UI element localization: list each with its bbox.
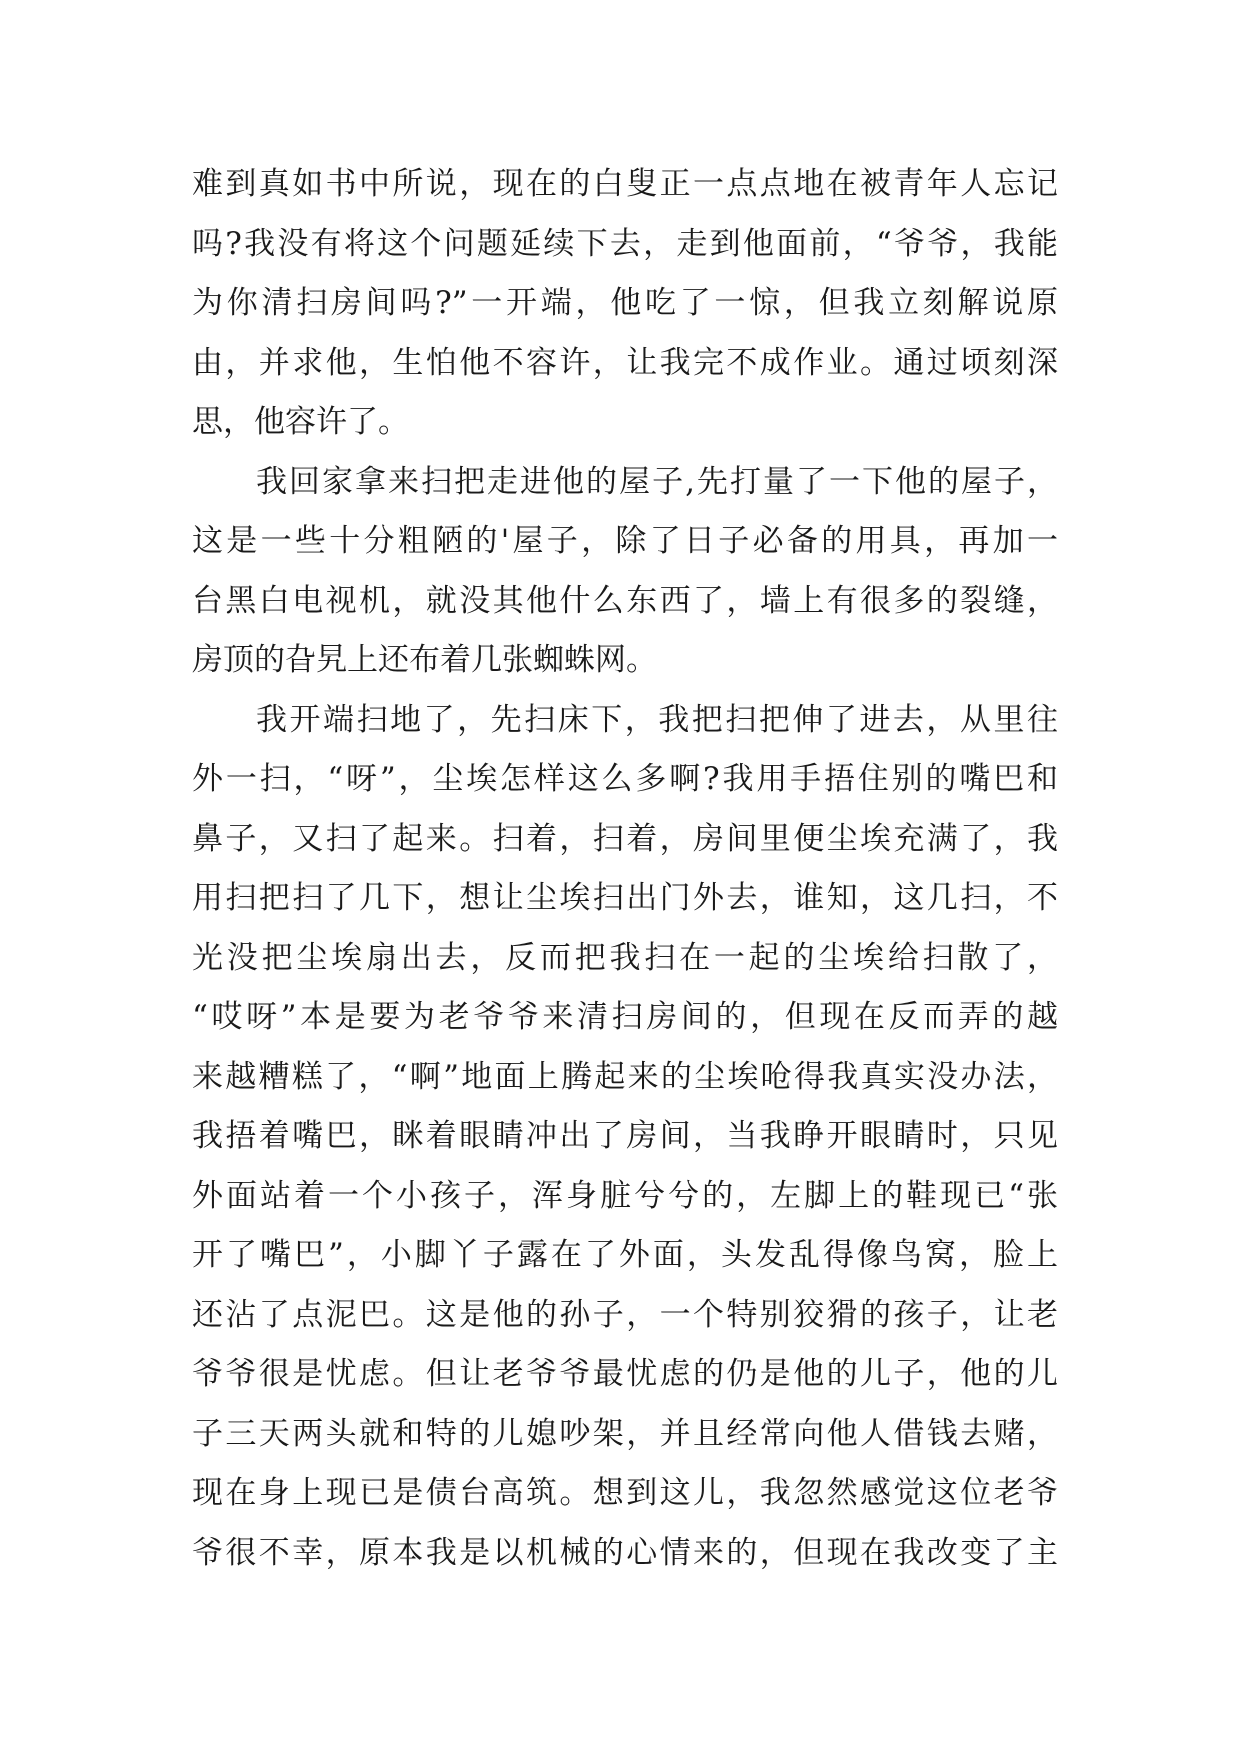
paragraph-3 — [192, 691, 1058, 1584]
paragraph-2 — [192, 453, 1058, 691]
text-line: 现在身上现已是债台高筑。想到这儿，我忽然感觉这位老爷 — [192, 1475, 1058, 1511]
text-line: 用扫把扫了几下，想让尘埃扫出门外去，谁知，这几扫，不 — [192, 880, 1058, 916]
text-line: 为你清扫房间吗?”一开端，他吃了一惊，但我立刻解说原 — [192, 285, 1058, 321]
text-line: 外一扫，“呀”，尘埃怎样这么多啊?我用手捂住别的嘴巴和 — [192, 761, 1058, 797]
text-line: 吗?我没有将这个问题延续下去，走到他面前，“爷爷，我能 — [192, 225, 1058, 262]
text-line: 房顶的旮旯上还布着几张蜘蛛网。 — [192, 642, 657, 678]
text-line: 我开端扫地了，先扫床下，我把扫把伸了进去，从里往 — [256, 701, 1058, 738]
text-line: 来越糟糕了，“啊”地面上腾起来的尘埃呛得我真实没办法， — [192, 1058, 1058, 1095]
text-line: 爷爷很是忧虑。但让老爷爷最忧虑的仍是他的儿子，他的儿 — [192, 1356, 1058, 1392]
text-line: “哎呀”本是要为老爷爷来清扫房间的，但现在反而弄的越 — [192, 999, 1058, 1035]
text-line: 这是一些十分粗陋的'屋子，除了日子必备的用具，再加一 — [192, 523, 1058, 559]
text-line: 子三天两头就和特的儿媳吵架，并且经常向他人借钱去赌， — [192, 1415, 1058, 1452]
text-line: 难到真如书中所说，现在的白叟正一点点地在被青年人忘记 — [192, 166, 1058, 202]
text-line: 鼻子，又扫了起来。扫着，扫着，房间里便尘埃充满了，我 — [192, 820, 1058, 857]
text-line: 由，并求他，生怕他不容许，让我完不成作业。通过顷刻深 — [192, 344, 1058, 381]
text-line: 我捂着嘴巴，眯着眼睛冲出了房间，当我睁开眼睛时，只见 — [192, 1118, 1058, 1154]
text-line: 还沾了点泥巴。这是他的孙子，一个特别狡猾的孩子，让老 — [192, 1296, 1058, 1333]
text-line: 思，他容许了。 — [192, 404, 409, 440]
text-line: 光没把尘埃扇出去，反而把我扫在一起的尘埃给扫散了， — [192, 939, 1058, 976]
text-line: 外面站着一个小孩子，浑身脏兮兮的，左脚上的鞋现已“张 — [192, 1177, 1058, 1214]
text-line: 开了嘴巴”，小脚丫子露在了外面，头发乱得像鸟窝，脸上 — [192, 1237, 1058, 1273]
text-line: 爷很不幸，原本我是以机械的心情来的，但现在我改变了主 — [192, 1534, 1058, 1571]
text-line: 我回家拿来扫把走进他的屋子,先打量了一下他的屋子， — [256, 463, 1058, 500]
paragraph-1 — [192, 155, 1058, 453]
document-body — [192, 155, 1058, 1583]
text-line: 台黑白电视机，就没其他什么东西了，墙上有很多的裂缝， — [192, 582, 1058, 619]
